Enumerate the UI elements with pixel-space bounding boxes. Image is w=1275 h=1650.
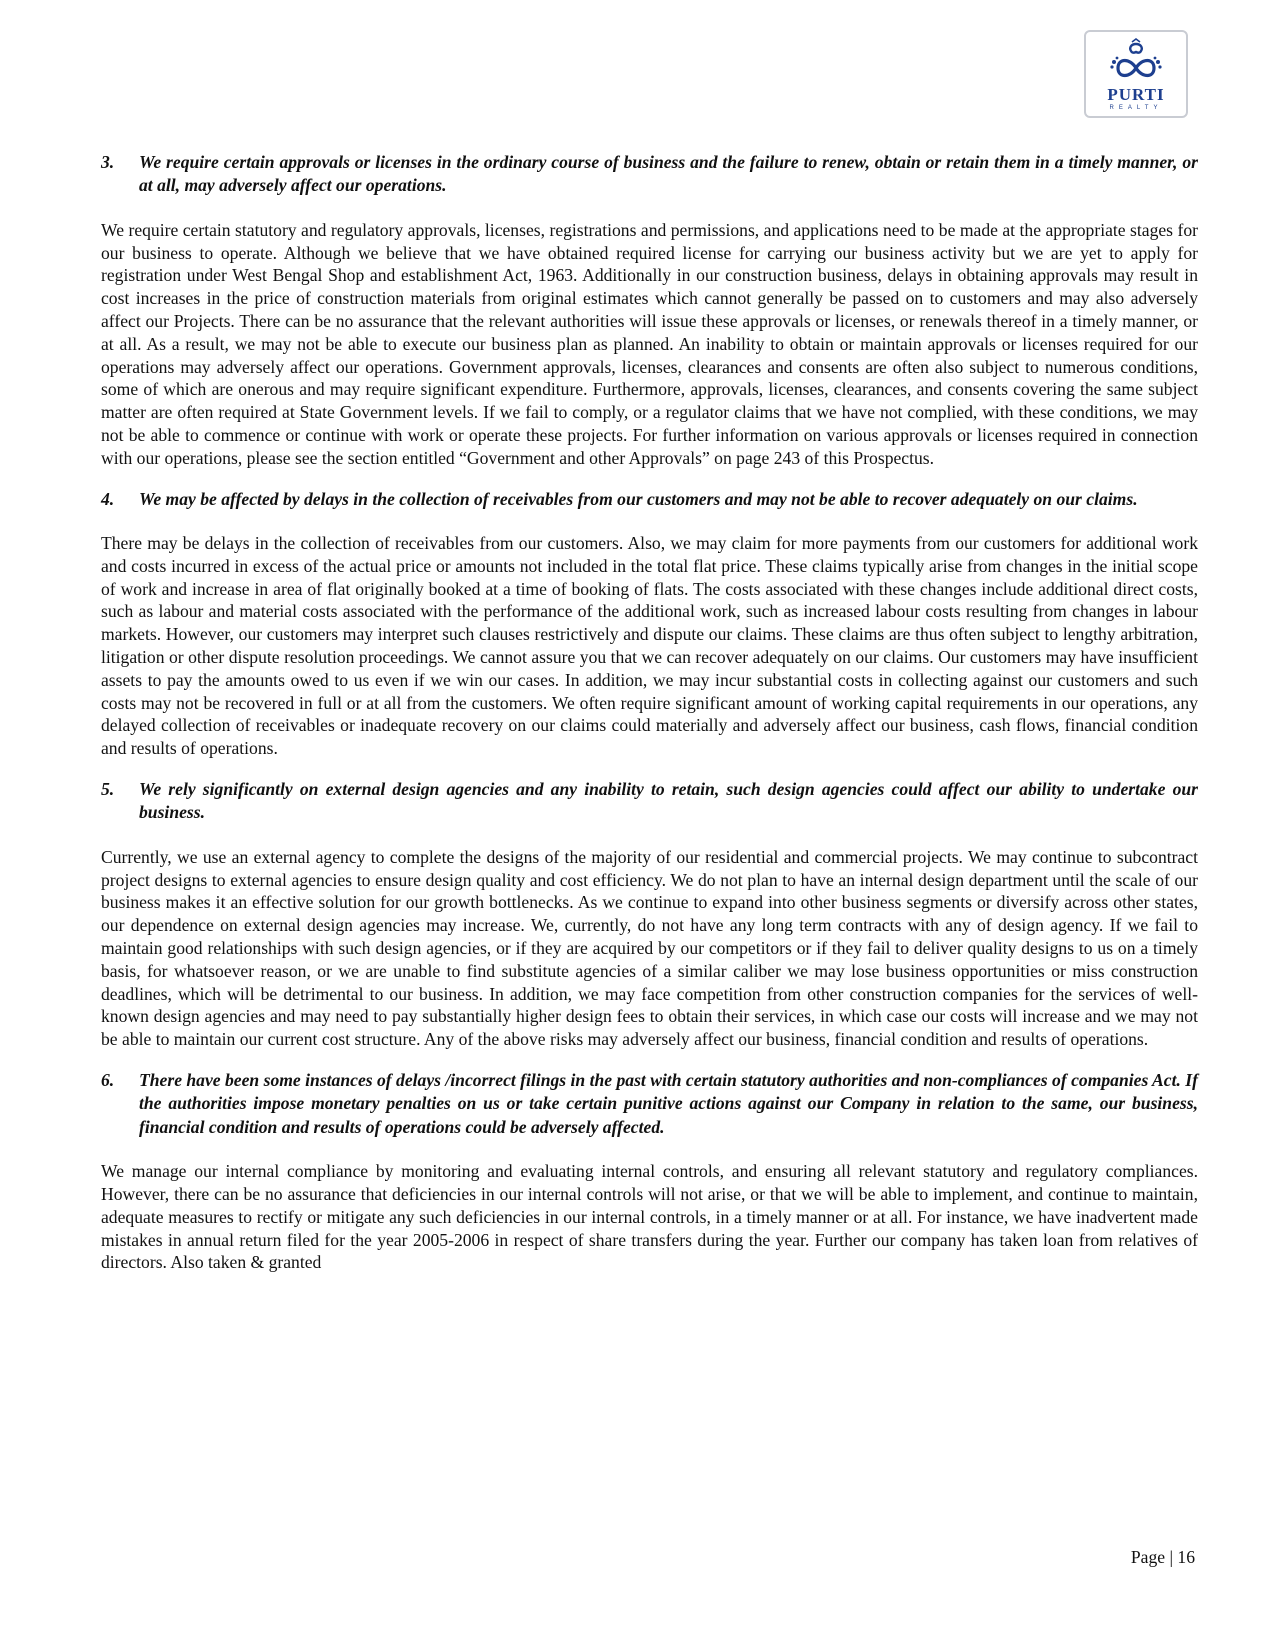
risk-item xyxy=(101,778,1198,1051)
risk-heading xyxy=(101,488,1198,511)
risk-paragraph: Currently, we use an external agency to complete the designs of the majority of our residential and commercial projects. We may continue to subcontract project designs to external agencies to ensure design quality and cost efficiency. We do not plan to have an internal design department until the scale of our business makes it an effective solution for our growth bottlenecks. As we continue to expand into other business segments or diversify across other states, our dependence on external design agencies may increase. We, currently, do not have any long term contracts with any of design agency. If we fail to maintain good relationships with such design agencies, or if they are acquired by our competitors or if they fail to deliver quality designs to us on a timely basis, for whatsoever reason, or we are unable to find substitute agencies of a similar caliber we may lose business opportunities or miss construction deadlines, which will be detrimental to our business. In addition, we may face competition from other construction companies for the services of well-known design agencies and may need to pay substantially higher design fees to obtain their services, in which case our costs will increase and we may not be able to maintain our current cost structure. Any of the above risks may adversely affect our business, financial condition and results of operations. xyxy=(101,846,1198,1050)
risk-item xyxy=(101,488,1198,760)
risk-number: 4. xyxy=(101,488,115,509)
purti-emblem-icon xyxy=(1108,38,1164,86)
risk-item xyxy=(101,151,1198,470)
risk-factors-content xyxy=(101,151,1198,1274)
logo-name: PURTI xyxy=(1107,85,1165,104)
risk-number: 5. xyxy=(101,778,115,799)
risk-paragraph: We require certain statutory and regulatory approvals, licenses, registrations and permissions, and applications need to be made at the appropriate stages for our business to operate. Although we believe that we have obtained required license for carrying our business activity but we are yet to apply for registration under West Bengal Shop and establishment Act, 1963. Additionally in our construction business, delays in obtaining approvals may result in cost increases in the price of construction materials from original estimates which cannot generally be passed on to customers and may also adversely affect our Projects. There can be no assurance that the relevant authorities will issue these approvals or licenses, or renewals thereof in a timely manner, or at all. As a result, we may not be able to execute our business plan as planned. An inability to obtain or maintain approvals or licenses required for our operations may adversely affect our operations. Government approvals, licenses, clearances and consents are often also subject to numerous conditions, some of which are onerous and may require significant expenditure. Furthermore, approvals, licenses, clearances, and consents covering the same subject matter are often required at State Government levels. If we fail to comply, or a regulator claims that we have not complied, with these conditions, we may not be able to commence or continue with work or operate these projects. For further information on various approvals or licenses required in connection with our operations, please see the section entitled “Government and other Approvals” on page 243 of this Prospectus. xyxy=(101,219,1198,468)
page-number: Page | 16 xyxy=(1130,1547,1195,1567)
risk-paragraph: We manage our internal compliance by monitoring and evaluating internal controls, and ensuring all relevant statutory and regulatory compliances. However, there can be no assurance that deficiencies in our internal controls will not arise, or that we will be able to implement, and continue to maintain, adequate measures to rectify or mitigate any such deficiencies in our internal controls, in a timely manner or at all. For instance, we have inadvertent made mistakes in annual return filed for the year 2005-2006 in respect of share transfers during the year. Further our company has taken loan from relatives of directors. Also taken & granted xyxy=(101,1161,1198,1273)
logo-subtitle: REALTY xyxy=(1109,105,1163,111)
risk-heading xyxy=(101,778,1198,825)
risk-heading-text: We require certain approvals or licenses in the ordinary course of business and the failure to renew, obtain or retain them in a timely manner, or at all, may adversely affect our operations. xyxy=(139,152,1198,196)
risk-number: 3. xyxy=(101,152,115,172)
risk-paragraph: There may be delays in the collection of receivables from our customers. Also, we may claim for more payments from our customers for additional work and costs incurred in excess of the actual price or amounts not included in the total flat price. These claims typically arise from changes in the initial scope of work and increase in area of flat originally booked at a time of booking of flats. The costs associated with these changes include additional direct costs, such as labour and material costs associated with the performance of the additional work, such as increased labour costs resulting from changes in labour markets. However, our customers may interpret such clauses restrictively and dispute our claims. These claims are thus often subject to lengthy arbitration, litigation or other dispute resolution proceedings. We cannot assure you that we can recover adequately on our claims. Our customers may have insufficient assets to pay the amounts owed to us even if we win our cases. In addition, we may incur substantial costs in collecting against our customers and such costs may not be recovered in full or at all from the customers. We often require significant amount of working capital requirements in our operations, any delayed collection of receivables or inadequate recovery on our claims could materially and adversely affect our business, cash flows, financial condition and results of operations. xyxy=(101,532,1198,759)
risk-heading-text: We rely significantly on external design agencies and any inability to retain, such design agencies could affect our ability to undertake our business. xyxy=(139,778,1198,823)
risk-heading-text: We may be affected by delays in the collection of receivables from our customers and may not be able to recover adequately on our claims. xyxy=(139,488,1138,509)
risk-number: 6. xyxy=(101,1069,115,1090)
risk-heading xyxy=(101,1069,1198,1139)
risk-item xyxy=(101,1069,1198,1274)
risk-heading-text: There have been some instances of delays /incorrect filings in the past with certain statutory authorities and non-compliances of companies Act. If the authorities impose monetary penalties on us or take certain punitive actions against our Company in relation to the same, our business, financial condition and results of operations could be adversely affected. xyxy=(139,1069,1198,1137)
risk-heading xyxy=(101,151,1198,198)
company-logo xyxy=(1084,30,1188,118)
